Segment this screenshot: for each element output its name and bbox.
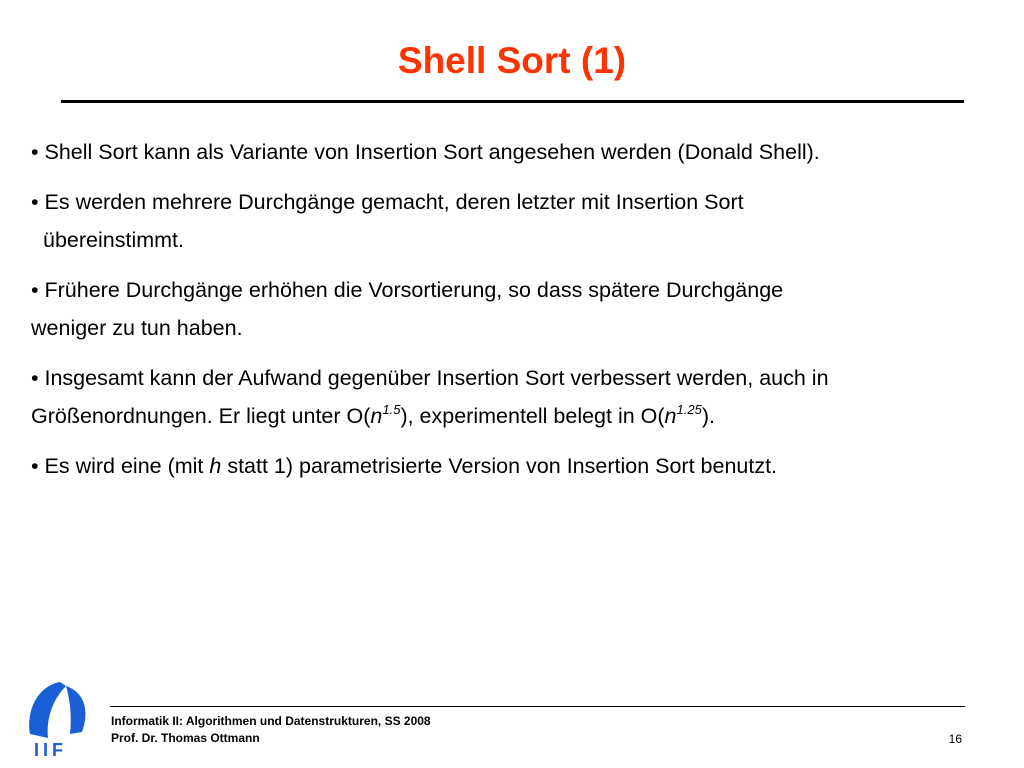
bullet-4 (31, 359, 991, 435)
bullet-5-text-b: statt 1) parametrisierte Version von Insertion Sort benutzt. (221, 454, 778, 478)
bullet-2 (31, 183, 991, 259)
bullet-4-line-1: • Insgesamt kann der Aufwand gegenüber Insertion Sort verbessert werden, auch in (31, 366, 829, 390)
exponent-2: 1.25 (676, 402, 702, 417)
variable-n: n (664, 404, 677, 428)
title-divider (61, 100, 964, 103)
course-name: Informatik II: Algorithmen und Datenstrukturen, SS 2008 (111, 714, 431, 728)
author-name: Prof. Dr. Thomas Ottmann (111, 731, 260, 745)
footer-info (111, 713, 431, 747)
bullet-1 (31, 133, 991, 171)
exponent-1: 1.5 (382, 402, 401, 417)
bullet-5-text-a: • Es wird eine (mit (31, 454, 210, 478)
bullet-3-line-1: • Frühere Durchgänge erhöhen die Vorsortierung, so dass spätere Durchgänge (31, 278, 784, 302)
page-number: 16 (948, 732, 962, 746)
iif-logo-icon (26, 680, 98, 760)
bullet-3 (31, 271, 991, 347)
bullet-4-line-2a: Größenordnungen. Er liegt unter O( (31, 404, 371, 428)
variable-n: n (370, 404, 383, 428)
bullet-2-line-1: • Es werden mehrere Durchgänge gemacht, deren letzter mit Insertion Sort (31, 190, 744, 214)
bullet-3-line-2: weniger zu tun haben. (31, 316, 243, 340)
logo-text: IIF (34, 740, 67, 760)
bullet-5 (31, 447, 991, 485)
variable-h: h (209, 454, 222, 478)
slide-title: Shell Sort (1) (397, 40, 627, 81)
bullet-4-line-2c: ). (701, 404, 715, 428)
slide-content (31, 133, 991, 497)
footer-divider (110, 706, 965, 707)
bullet-2-line-2: übereinstimmt. (43, 228, 184, 252)
bullet-4-line-2b: ), experimentell belegt in O( (400, 404, 665, 428)
bullet-1-line-1: • Shell Sort kann als Variante von Insertion Sort angesehen werden (Donald Shell). (31, 140, 820, 164)
